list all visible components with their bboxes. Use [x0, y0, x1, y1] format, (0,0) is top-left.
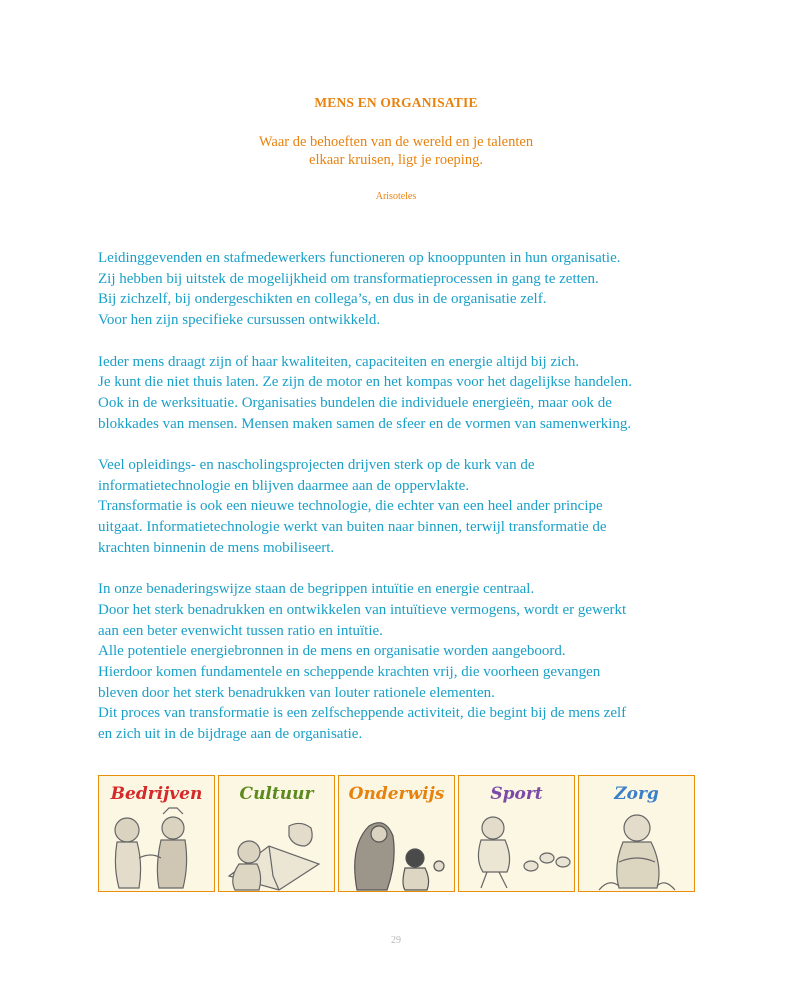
paragraph [98, 352, 718, 435]
text-line: Voor hen zijn specifieke cursussen ontwikkeld. [98, 312, 381, 329]
tile-sport[interactable] [458, 775, 575, 892]
reading-child-illustration [219, 806, 334, 891]
text-line: Hierdoor komen fundamentele en scheppende krachten vrij, die voorheen gevangen [98, 664, 601, 681]
body-text [98, 248, 718, 766]
teacher-and-child-illustration [339, 806, 454, 891]
tile-zorg[interactable] [578, 775, 695, 892]
text-line: Ieder mens draagt zijn of haar kwaliteiten, capaciteiten en energie altijd bij zich. [98, 353, 580, 370]
text-line: Alle potentiele energiebronnen in de mens en organisatie worden aangeboord. [98, 643, 566, 660]
text-line: Bij zichzelf, bij ondergeschikten en collega’s, en dus in de organisatie zelf. [98, 291, 547, 308]
text-line: krachten binnenin de mens mobiliseert. [98, 539, 335, 556]
text-line: Leidinggevenden en stafmedewerkers functioneren op knooppunten in hun organisatie. [98, 250, 621, 266]
quote [0, 133, 792, 169]
tile-onderwijs[interactable] [338, 775, 455, 892]
caring-child-illustration [579, 806, 694, 891]
quote-line-1: Waar de behoeften van de wereld en je talenten [258, 134, 534, 150]
text-line: In onze benaderingswijze staan de begrippen intuïtie en energie centraal. [98, 581, 535, 598]
tile-label: Bedrijven [110, 784, 203, 804]
tile-cultuur[interactable] [218, 775, 335, 892]
tile-label: Cultuur [239, 784, 314, 804]
text-line: Transformatie is ook een nieuwe technologie, die echter van een heel ander principe [98, 498, 603, 515]
text-line: Je kunt die niet thuis laten. Ze zijn de motor en het kompas voor het dagelijkse handelen. [98, 374, 633, 391]
quote-author: Arisoteles [375, 191, 417, 202]
page-title: MENS EN ORGANISATIE [314, 95, 478, 110]
text-line: aan een beter evenwicht tussen ratio en intuïtie. [98, 622, 383, 639]
tile-label: Onderwijs [348, 784, 445, 804]
text-line: Dit proces van transformatie is een zelfscheppende activiteit, die begint bij de mens zelf [98, 705, 627, 722]
tile-label: Sport [490, 784, 543, 804]
tile-bedrijven[interactable] [98, 775, 215, 892]
tile-label: Zorg [614, 784, 659, 804]
text-line: blokkades van mensen. Mensen maken samen de sfeer en de vormen van samenwerking. [98, 415, 632, 432]
text-line: bleven door het sterk benadrukken van louter rationele elementen. [98, 684, 495, 701]
text-line: Door het sterk benadrukken en ontwikkelen van intuïtieve vermogens, wordt er gewerkt [98, 601, 627, 618]
children-holding-hands-illustration [99, 806, 214, 891]
quote-line-2: elkaar kruisen, ligt je roeping. [309, 152, 483, 168]
paragraph [98, 579, 718, 745]
paragraph [98, 248, 718, 331]
text-line: en zich uit in de bijdrage aan de organisatie. [98, 726, 363, 743]
category-tiles [98, 775, 696, 892]
child-with-ducks-illustration [459, 806, 574, 891]
text-line: Veel opleidings- en nascholingsprojecten drijven sterk op de kurk van de [98, 457, 535, 473]
text-line: Zij hebben bij uitstek de mogelijkheid om transformatieprocessen in gang te zetten. [98, 270, 599, 287]
text-line: uitgaat. Informatietechnologie werkt van buiten naar binnen, terwijl transformatie de [98, 519, 607, 536]
paragraph [98, 455, 718, 559]
page-number: 29 [391, 935, 401, 946]
text-line: Ook in de werksituatie. Organisaties bundelen die individuele energieën, maar ook de [98, 394, 612, 411]
text-line: informatietechnologie en blijven daarmee aan de oppervlakte. [98, 477, 470, 494]
